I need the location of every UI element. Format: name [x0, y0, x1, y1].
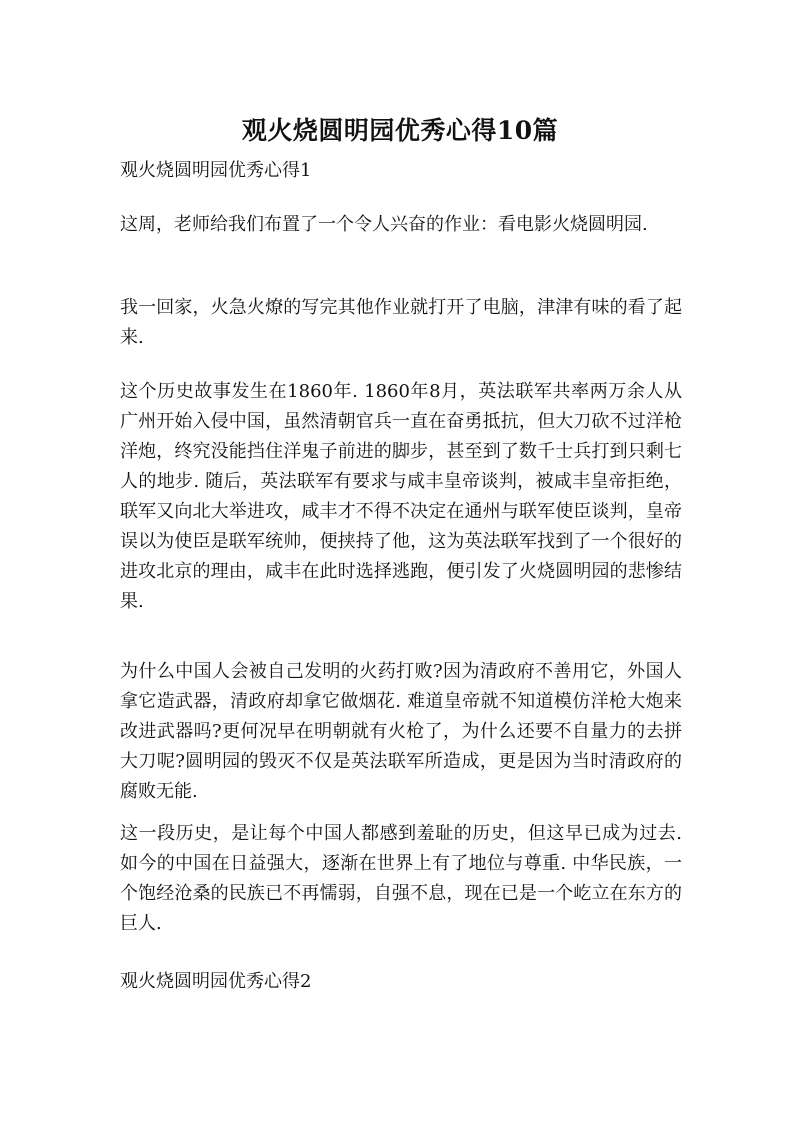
- section-heading-2: 观火烧圆明园优秀心得2: [120, 971, 312, 992]
- document-title: 观火烧圆明园优秀心得10篇: [241, 116, 559, 145]
- paragraph-5: 这一段历史，是让每个中国人都感到羞耻的历史，但这早已成为过去. 如今的中国在日益强大，逐渐在世界上有了地位与尊重. 中华民族，一个饱经沧桑的民族已不再懦弱，自强不息，现在已是一个屹立在东方的巨人.: [120, 823, 682, 934]
- paragraph-4: 为什么中国人会被自己发明的火药打败?因为清政府不善用它，外国人拿它造武器，清政府却拿它做烟花. 难道皇帝就不知道模仿洋枪大炮来改进武器吗?更何况早在明朝就有火枪了，为什么还要不自量力的去拼大刀呢?圆明园的毁灭不仅是英法联军所造成，更是因为当时清政府的腐败无能.: [120, 661, 682, 802]
- section-heading-1: 观火烧圆明园优秀心得1: [120, 160, 312, 181]
- paragraph-2: 我一回家，火急火燎的写完其他作业就打开了电脑，津津有味的看了起来.: [120, 297, 682, 348]
- paragraph-3: 这个历史故事发生在1860年. 1860年8月，英法联军共率两万余人从广州开始入侵中国，虽然清朝官兵一直在奋勇抵抗，但大刀砍不过洋枪洋炮，终究没能挡住洋鬼子前进的脚步，甚至到了数千士兵打到只剩七人的地步. 随后，英法联军有要求与咸丰皇帝谈判，被咸丰皇帝拒绝，联军又向北大举进攻，咸丰才不得不决定在通州与联军使臣谈判，皇帝误以为使臣是联军统帅，便挟持了他，这为英法联军找到了一个很好的进攻北京的理由，咸丰在此时选择逃跑，便引发了火烧圆明园的悲惨结果.: [120, 381, 682, 612]
- paragraph-1: 这周，老师给我们布置了一个令人兴奋的作业：看电影火烧圆明园.: [120, 214, 648, 235]
